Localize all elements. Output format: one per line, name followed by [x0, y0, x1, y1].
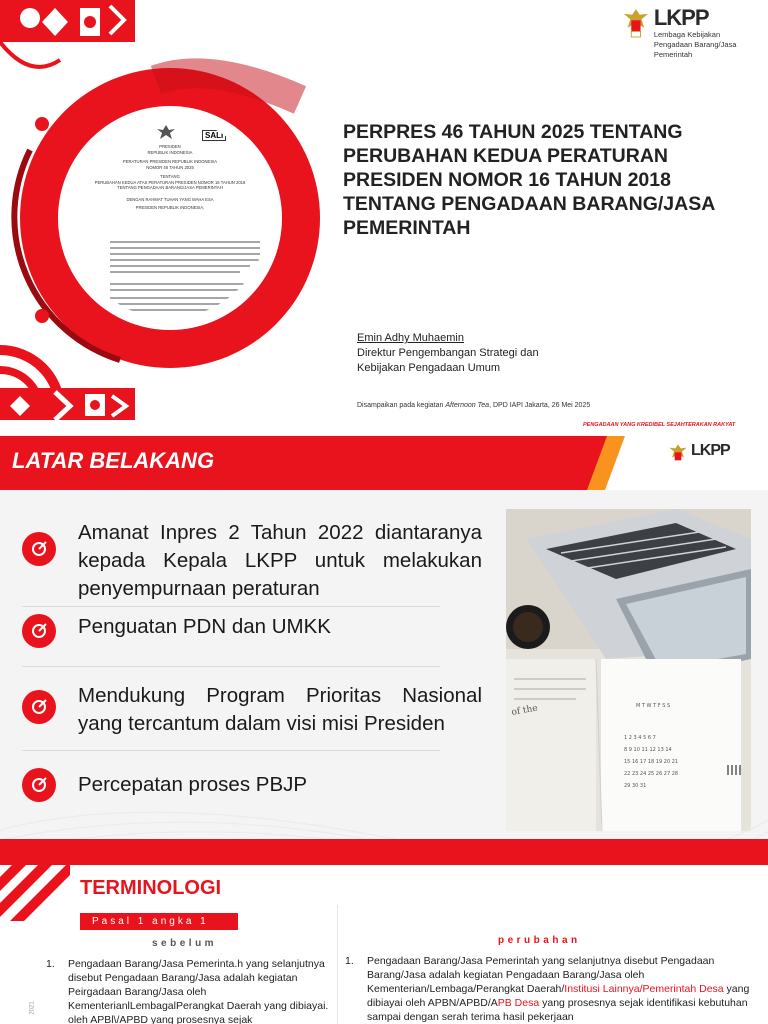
svg-text:22 23 24 25 26 27 28: 22 23 24 25 26 27 28	[624, 771, 679, 777]
presenter-name: Emin Adhy Muhaemin	[357, 332, 464, 344]
before-text	[46, 957, 336, 1024]
list-item	[22, 519, 482, 603]
doc-line: PRESIDEN	[159, 144, 181, 149]
perpres-document-thumbnail	[70, 118, 268, 318]
after-text	[345, 954, 760, 1024]
doc-stamp: SALI	[202, 130, 226, 141]
slide-latar-belakang	[0, 420, 768, 865]
header-stripes	[585, 436, 660, 490]
pasal-label: Pasal 1 angka 1	[80, 913, 238, 930]
svg-text:M T W T F S S: M T W T F S S	[636, 703, 671, 709]
doc-body-lines	[70, 236, 268, 316]
stripes-decoration	[0, 865, 70, 935]
logo-sub1: Lembaga Kebijakan	[653, 30, 721, 39]
presenter-block	[357, 331, 539, 376]
presenter-role-line2: Kebijakan Pengadaan Umum	[357, 362, 501, 374]
after-heading: perubahan	[498, 935, 581, 946]
svg-text:8 9 10 11 12 13 14: 8 9 10 11 12 13 14	[624, 747, 672, 753]
item-number: 1.	[46, 958, 55, 970]
garuda-emblem-icon	[156, 124, 176, 140]
slide-header	[0, 420, 768, 490]
event-footnote	[357, 402, 590, 409]
footnote-prefix: Disampaikan pada kegiatan	[357, 402, 446, 409]
doc-line: PERUBAHAN KEDUA ATAS PERATURAN PRESIDEN NOMOR 16 TAHUN 2018	[94, 179, 246, 185]
slide-title	[0, 0, 768, 420]
footnote-event: Afternoon Tea	[445, 402, 490, 409]
item-text: Percepatan proses PBJP	[78, 773, 308, 796]
section-title: TERMINOLOGI	[80, 877, 222, 899]
logo-wordmark: LKPP	[653, 5, 709, 30]
svg-text:29 30 31: 29 30 31	[624, 783, 647, 789]
divider	[22, 666, 440, 667]
tagline: PENGADAAN YANG KREDIBEL SEJAHTERAKAN RAKYAT	[583, 422, 736, 428]
item-text: Pengadaan Barang/Jasa Pemerinta.h yang selanjutnya disebut Pengadaan Barang/Jasa adalah kegiatan Peirgadaan Barang/Jasa oleh KementerianlLembagalPerangkat Daerah yang dibiayai. oleh APBl\/APBD yang prosesnya sejak	[68, 958, 329, 1024]
lkpp-logo-small	[668, 442, 730, 468]
target-bullet-icon	[22, 614, 56, 648]
target-bullet-icon	[22, 690, 56, 724]
text-segment-highlight: PB Desa	[497, 997, 540, 1009]
svg-text:15 16 17 18 19 20 21: 15 16 17 18 19 20 21	[624, 759, 679, 765]
item-text	[367, 954, 760, 1024]
doc-line: DENGAN RAHMAT TUHAN YANG MAHA ESA	[126, 196, 214, 202]
doc-line: NOMOR 46 TAHUN 2025	[146, 164, 194, 170]
doc-line: PERATURAN PRESIDEN REPUBLIK INDONESIA	[122, 159, 218, 164]
presenter-role-line1: Direktur Pengembangan Strategi dan	[357, 347, 539, 359]
target-bullet-icon	[22, 532, 56, 566]
doc-line: TENTANG PENGADAAN BARANG/JASA PEMERINTAH	[117, 185, 223, 190]
logo-sub2: Pengadaan Barang/Jasa Pemerintah	[653, 40, 737, 59]
text-segment: yang dibiayai oleh APBN/APBD/A	[367, 983, 750, 1009]
text-segment: Pengadaan Barang/Jasa Pemerintah yang selanjutnya disebut Pengadaan Barang/Jasa adalah kegiatan Pengadaan Barang/Jasa oleh Kementerian/Lembaga/Perangkat Daerah/	[367, 955, 715, 995]
year-label: 2021	[29, 1001, 36, 1015]
doc-line: PRESIDEN REPUBLIK INDONESIA,	[135, 205, 205, 210]
garuda-emblem-icon	[622, 6, 650, 42]
lkpp-logo	[622, 6, 768, 60]
list-item	[22, 614, 331, 648]
divider	[22, 750, 440, 751]
column-divider	[337, 905, 338, 1024]
doc-line: TENTANG	[160, 174, 180, 179]
presentation-title: PERPRES 46 TAHUN 2025 TENTANG PERUBAHAN KEDUA PERATURAN PRESIDEN NOMOR 16 TAHUN 2018 TENTANG PENGADAAN BARANG/JASA PEMERINTAH	[343, 121, 715, 239]
logo-wordmark-small: LKPP	[691, 442, 730, 459]
svg-text:1 2 3 4 5 6 7: 1 2 3 4 5 6 7	[624, 735, 656, 741]
garuda-emblem-icon	[668, 442, 688, 468]
before-heading: sebelum	[152, 938, 218, 949]
item-text: Penguatan PDN dan UMKK	[78, 615, 331, 638]
text-segment-highlight: Institusi Lainnya/Pemerintah Desa	[564, 983, 724, 995]
divider	[22, 606, 440, 607]
item-number: 1.	[345, 955, 354, 967]
item-text: Mendukung Program Prioritas Nasional yang tercantum dalam visi misi Presiden	[78, 684, 482, 735]
list-item	[22, 682, 482, 738]
slide-terminologi	[0, 865, 768, 1024]
doc-line: REPUBLIK INDONESIA	[147, 149, 193, 155]
footer-red-band	[0, 839, 768, 865]
text-segment: yang prosesnya sejak identifikasi kebutuhan sampai dengan serah terima hasil pekerjaan	[367, 997, 748, 1023]
item-text: Amanat Inpres 2 Tahun 2022 diantaranya kepada Kepala LKPP untuk melakukan penyempurnaan peraturan	[78, 521, 482, 600]
batik-pattern-bottom-left	[0, 340, 135, 420]
slide-title-text: LATAR BELAKANG	[12, 448, 215, 473]
svg-text:of the: of the	[510, 703, 539, 718]
footnote-suffix: , DPD IAPI Jakarta, 26 Mei 2025	[489, 402, 591, 409]
